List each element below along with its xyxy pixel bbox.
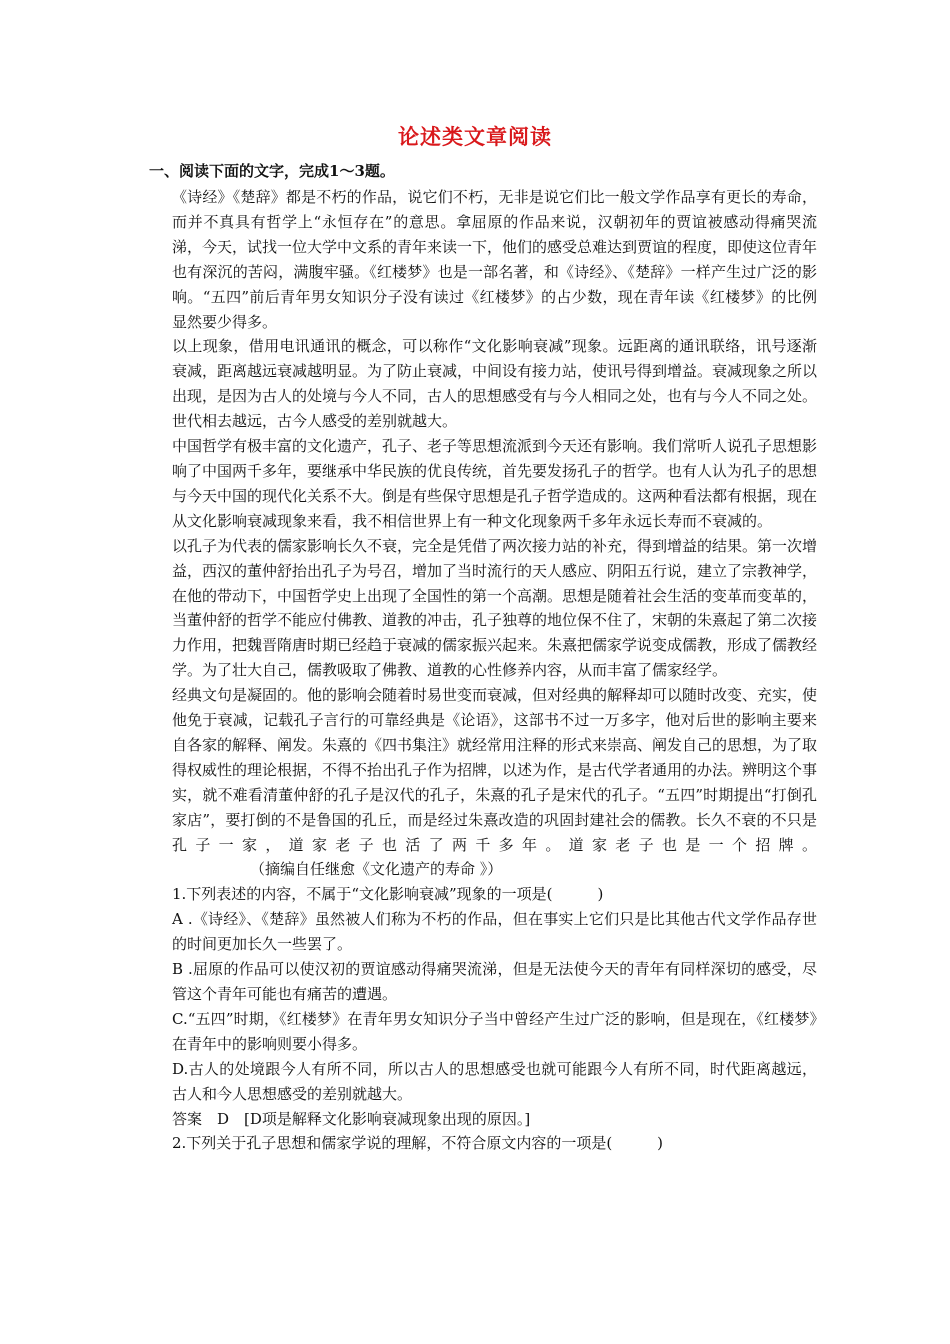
section-heading: 一、阅读下面的文字，完成1～3题。 [149,162,395,180]
paragraph: 中国哲学有极丰富的文化遗产，孔子、老子等思想流派到今天还有影响。我们常听人说孔子思想影响了中国两千多年，要继承中华民族的优良传统，首先要发扬孔子的哲学。也有人认为孔子的思想与今天中国的现代化关系不大。倒是有些保守思想是孔子哲学造成的。这两种看法都有根据，现在从文化影响衰减现象来看，我不相信世界上有一种文化现象两千多年永远长寿而不衰减的。 [172,437,818,530]
option-b: B .屈原的作品可以使汉初的贾谊感动得痛哭流涕，但是无法使今天的青年有同样深切的感受，尽管这个青年可能也有痛苦的遭遇。 [172,960,817,1003]
paragraph: 《诗经》《楚辞》都是不朽的作品，说它们不朽，无非是说它们比一般文学作品享有更长的寿命，而并不真具有哲学上“永恒存在”的意思。拿屈原的作品来说，汉朝初年的贾谊被感动得痛哭流涕，今天，试找一位大学中文系的青年来读一下，他们的感受总难达到贾谊的程度，即使这位青年也有深沉的苦闷，满腹牢骚。《红楼梦》也是一部名著，和《诗经》、《楚辞》一样产生过广泛的影响。“五四”前后青年男女知识分子没有读过《红楼梦》的占少数，现在青年读《红楼梦》的比例显然要少得多。 [172,188,818,331]
paragraph: 以上现象，借用电讯通讯的概念，可以称作“文化影响衰减”现象。远距离的通讯联络，讯号逐渐衰减，距离越远衰减越明显。为了防止衰减，中间设有接力站，使讯号得到增益。衰减现象之所以出现，是因为古人的处境与今人不同，古人的思想感受有与今人相同之处，也有与今人不同之处。世代相去越远，古今人感受的差别就越大。 [172,337,818,431]
document-title: 论述类文章阅读 [398,124,552,149]
option-d: D.古人的处境跟今人有所不同，所以古人的思想感受也就可能跟今人有所不同，时代距离越远，古人和今人思想感受的差别就越大。 [172,1059,817,1103]
answer-line: 答案 D [D项是解释文化影响衰减现象出现的原因。] [172,1109,531,1128]
question-1: 1.下列表述的内容，不属于“文化影响衰减”现象的一项是( ) [172,885,604,904]
paragraph: 以孔子为代表的儒家影响长久不衰，完全是凭借了两次接力站的补充，得到增益的结果。第一次增益，西汉的董仲舒抬出孔子为号召，增加了当时流行的天人感应、阴阳五行说，建立了宗教神学，在他的带动下，中国哲学史上出现了全国性的第一个高潮。思想是随着社会生活的变革而变革的，当董仲舒的哲学不能应付佛教、道教的冲击，孔子独尊的地位保不住了，宋朝的朱熹起了第二次接力作用，把魏晋隋唐时期已经趋于衰减的儒家振兴起来。朱熹把儒家学说变成儒教，形成了儒教经学。为了壮大自己，儒教吸取了佛教、道教的心性修养内容，从而丰富了儒家经学。 [172,536,818,680]
source-citation: （摘编自任继愈《文化遗产的寿命 》） [250,860,503,879]
article-body [172,185,817,1156]
option-a: A .《诗经》、《楚辞》虽然被人们称为不朽的作品，但在事实上它们只是比其他古代文学作品存世的时间更加长久一些罢了。 [172,910,817,954]
question-2: 2.下列关于孔子思想和儒家学说的理解，不符合原文内容的一项是( ) [172,1134,664,1153]
option-c: C.“五四”时期，《红楼梦》在青年男女知识分子当中曾经产生过广泛的影响，但是现在，《红楼梦》在青年中的影响则要小得多。 [172,1009,817,1053]
paragraph-with-source [172,683,817,882]
paragraph: 经典文句是凝固的。他的影响会随着时易世变而衰减，但对经典的解释却可以随时改变、充实，使他免于衰减，记载孔子言行的可靠经典是《论语》，这部书不过一万多字，他对后世的影响主要来自各家的解释、阐发。朱熹的《四书集注》就经常用注释的形式来崇高、阐发自己的思想，为了取得权威性的理论根据，不得不抬出孔子作为招牌，以述为作，是古代学者通用的办法。辨明这个事实，就不难看清董仲舒的孔子是汉代的孔子，朱熹的孔子是宋代的孔子。“五四”时期提出“打倒孔家店”，要打倒的不是鲁国的孔丘，而是经过朱熹改造的巩固封建社会的儒教。长久不衰的不只是孔子一家，道家老子也活了两千多年。道家老子也是一个招牌。 [172,686,818,854]
